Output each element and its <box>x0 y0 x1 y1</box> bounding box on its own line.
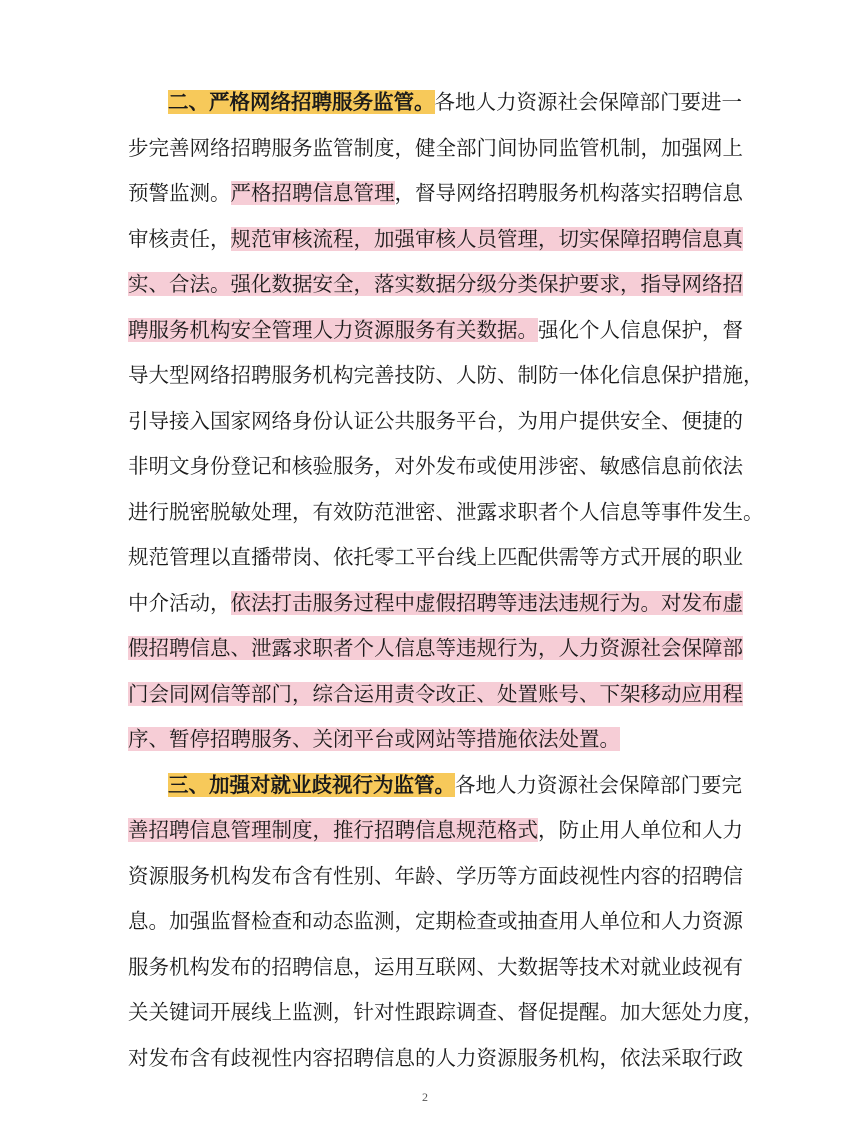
highlighted-text: 依法打击服务过程中虚假招聘等违法违规行为。对发布虚 <box>230 590 743 615</box>
highlighted-text: 假招聘信息、泄露求职者个人信息等违规行为，人力资源社会保障部 <box>128 636 743 660</box>
paragraph-line: 导大型网络招聘服务机构完善技防、人防、制防一体化信息保护措施， <box>128 363 764 387</box>
paragraph-line: 非明文身份登记和核验服务，对外发布或使用涉密、敏感信息前依法 <box>128 454 743 478</box>
page-number: 2 <box>422 1090 428 1104</box>
paragraph-line: 善招聘信息管理制度，推行招聘信息规范格式，防止用人单位和人力 <box>128 818 743 842</box>
paragraph-line: 进行脱密脱敏处理，有效防范泄密、泄露求职者个人信息等事件发生。 <box>128 499 764 524</box>
paragraph-line: 规范管理以直播带岗、依托零工平台线上匹配供需等方式开展的职业 <box>128 545 743 569</box>
paragraph-line <box>128 262 743 308</box>
paragraph-line: 引导接入国家网络身份认证公共服务平台，为用户提供安全、便捷的 <box>128 408 743 433</box>
paragraph-line: 中介活动，依法打击服务过程中虚假招聘等违法违规行为。对发布虚 <box>128 590 743 615</box>
paragraph-line <box>128 717 728 763</box>
document-body <box>128 80 764 1081</box>
paragraph-line <box>128 672 743 718</box>
highlighted-text: 善招聘信息管理制度，推行招聘信息规范格式 <box>128 818 538 842</box>
highlighted-text: 规范审核流程，加强审核人员管理，切实保障招聘信息真 <box>230 226 743 251</box>
section-heading: 二、严格网络招聘服务监管。 <box>168 90 435 114</box>
highlighted-text: 实、合法。强化数据安全，落实数据分级分类保护要求，指导网络招 <box>128 272 743 296</box>
paragraph-line: 息。加强监督检查和动态监测，定期检查或抽查用人单位和人力资源 <box>128 909 743 933</box>
highlighted-text: 序、暂停招聘服务、关闭平台或网站等措施依法处置。 <box>128 727 620 751</box>
paragraph-line: 二、严格网络招聘服务监管。各地人力资源社会保障部门要进一 <box>168 90 742 114</box>
paragraph-line: 预警监测。严格招聘信息管理，督导网络招聘服务机构落实招聘信息 <box>128 181 743 205</box>
paragraph-line <box>128 626 743 672</box>
highlighted-text: 聘服务机构安全管理人力资源服务有关数据。 <box>128 317 538 342</box>
paragraph-line: 三、加强对就业歧视行为监管。各地人力资源社会保障部门要完 <box>168 772 742 797</box>
paragraph-line: 资源服务机构发布含有性别、年龄、学历等方面歧视性内容的招聘信 <box>128 863 743 888</box>
paragraph-line: 步完善网络招聘服务监管制度，健全部门间协同监管机制，加强网上 <box>128 135 743 160</box>
paragraph-line: 审核责任，规范审核流程，加强审核人员管理，切实保障招聘信息真 <box>128 226 743 251</box>
highlighted-text: 严格招聘信息管理 <box>230 181 395 205</box>
section-heading: 三、加强对就业歧视行为监管。 <box>168 772 455 797</box>
paragraph-line: 关关键词开展线上监测，针对性跟踪调查、督促提醒。加大惩处力度， <box>128 1000 764 1024</box>
paragraph-line: 聘服务机构安全管理人力资源服务有关数据。强化个人信息保护，督 <box>128 317 743 342</box>
highlighted-text: 门会同网信等部门，综合运用责令改正、处置账号、下架移动应用程 <box>128 681 743 706</box>
paragraph-line: 对发布含有歧视性内容招聘信息的人力资源服务机构，依法采取行政 <box>128 1045 743 1070</box>
paragraph-line: 服务机构发布的招聘信息，运用互联网、大数据等技术对就业歧视有 <box>128 954 743 979</box>
